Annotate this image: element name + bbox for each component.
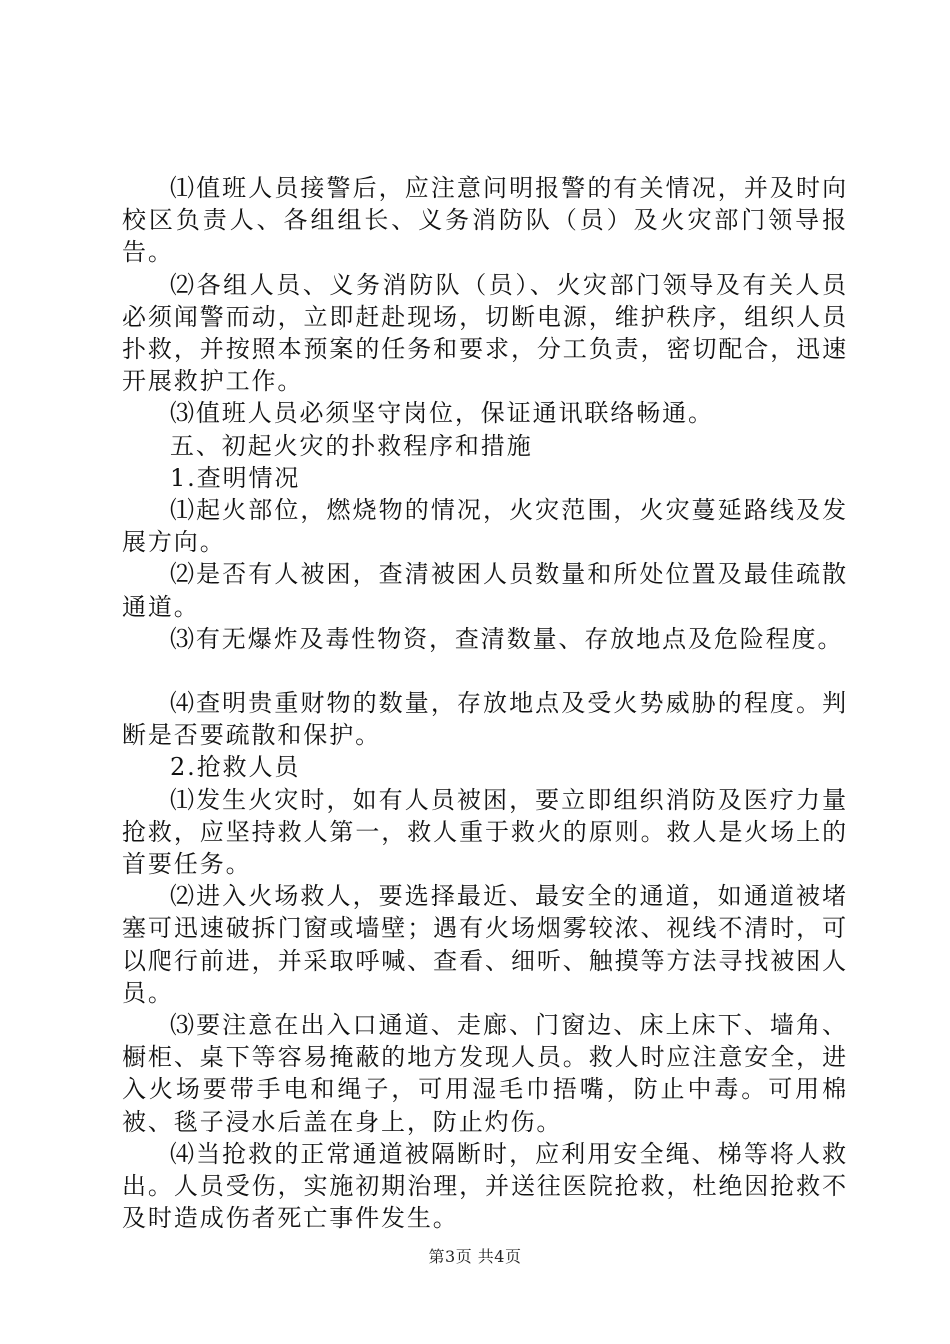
subsection-heading: 1.查明情况 xyxy=(170,463,301,492)
paragraph: ⑶要注意在出入口通道、走廊、门窗边、床上床下、墙角、橱柜、桌下等容易掩蔽的地方发现人员。救人时应注意安全，进入火场要带手电和绳子，可用湿毛巾捂嘴，防止中毒。可用棉被、毯子浸水后盖在身上，防止灼伤。 xyxy=(122,1011,848,1136)
paragraph: ⑵进入火场救人，要选择最近、最安全的通道，如通道被堵塞可迅速破拆门窗或墙壁；遇有火场烟雾较浓、视线不清时，可以爬行前进，并采取呼喊、查看、细听、触摸等方法寻找被困人员。 xyxy=(122,882,848,1007)
section-heading: 五、初起火灾的扑救程序和措施 xyxy=(170,431,533,460)
paragraph: ⑷当抢救的正常通道被隔断时，应利用安全绳、梯等将人救出。人员受伤，实施初期治理，并送往医院抢救，杜绝因抢救不及时造成伤者死亡事件发生。 xyxy=(122,1139,848,1233)
paragraph: ⑵各组人员、义务消防队（员）、火灾部门领导及有关人员必须闻警而动，立即赶赴现场，切断电源，维护秩序，组织人员扑救，并按照本预案的任务和要求，分工负责，密切配合，迅速开展救护工作。 xyxy=(122,270,848,396)
subsection-heading: 2.抢救人员 xyxy=(170,753,301,782)
paragraph: ⑶值班人员必须坚守岗位，保证通讯联络畅通。 xyxy=(170,399,714,428)
document-body xyxy=(122,172,848,1235)
paragraph: ⑴起火部位，燃烧物的情况，火灾范围，火灾蔓延路线及发展方向。 xyxy=(122,496,848,557)
paragraph: ⑷查明贵重财物的数量，存放地点及受火势威胁的程度。判断是否要疏散和保护。 xyxy=(122,689,848,750)
paragraph: ⑴值班人员接警后，应注意问明报警的有关情况，并及时向校区负责人、各组组长、义务消防队（员）及火灾部门领导报告。 xyxy=(122,174,848,267)
page-number-footer: 第3页 共4页 xyxy=(428,1247,522,1266)
paragraph: ⑴发生火灾时，如有人员被困，要立即组织消防及医疗力量抢救，应坚持救人第一，救人重于救火的原则。救人是火场上的首要任务。 xyxy=(122,785,848,879)
paragraph: ⑶有无爆炸及毒性物资，查清数量、存放地点及危险程度。 xyxy=(170,624,844,653)
paragraph: ⑵是否有人被困，查清被困人员数量和所处位置及最佳疏散通道。 xyxy=(122,560,848,621)
